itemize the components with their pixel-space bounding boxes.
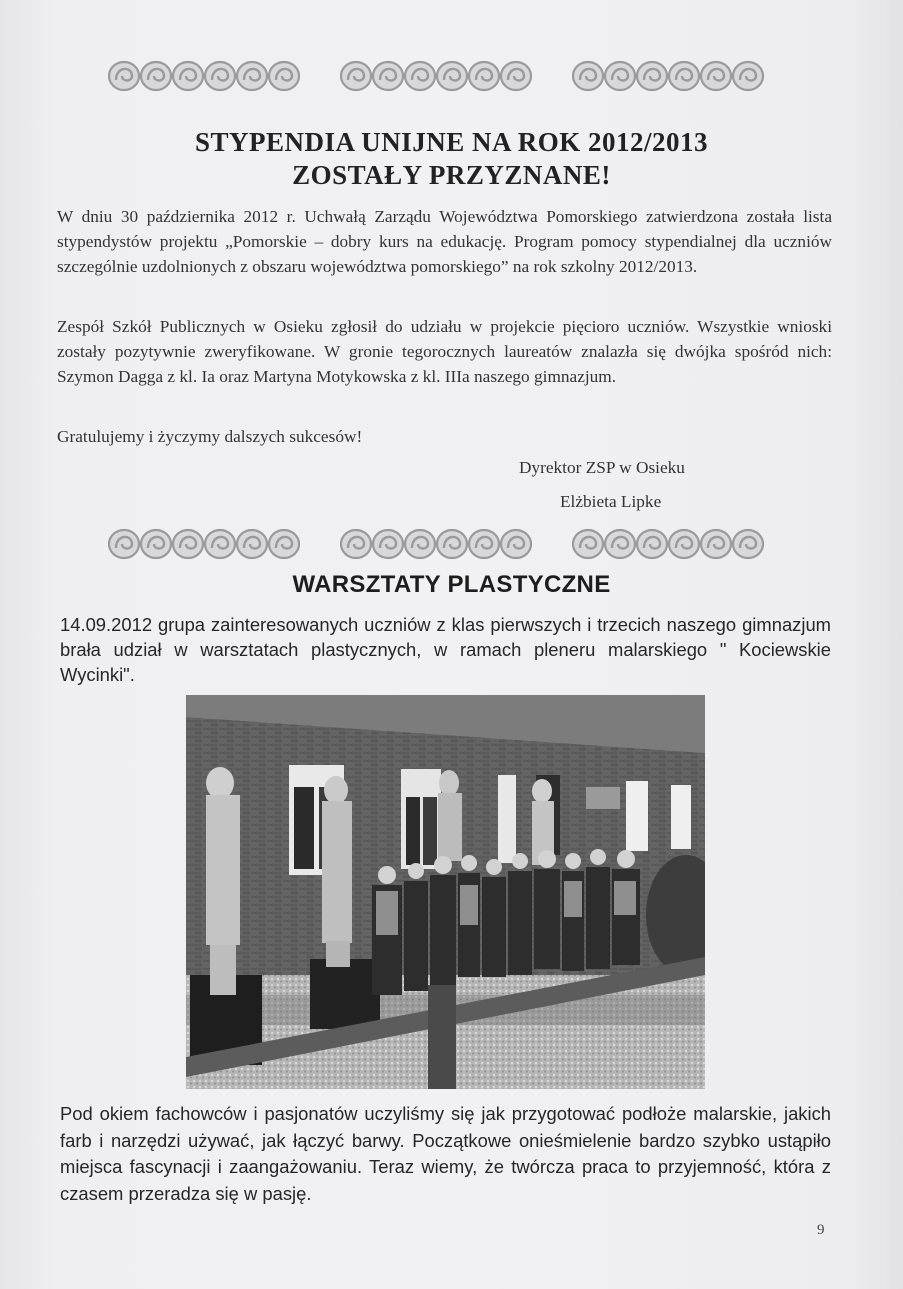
ornament-divider-top [108,56,778,96]
article-title-line2: ZOSTAŁY PRZYZNANE! [292,160,611,190]
ornament-glyph-group [572,58,778,94]
ornament-glyph-group [572,526,778,562]
section-heading: WARSZTATY PLASTYCZNE [292,571,611,598]
intro-paragraph: 14.09.2012 grupa zainteresowanych uczniów z klas pierwszych i trzecich naszego gimnazjum brała udział w warsztatach plastycznych, w ramach pleneru malarskiego " Kociewskie Wycinki". [60,614,831,685]
page-number: 9 [817,1222,825,1238]
signature-name: Elżbieta Lipke [560,492,662,511]
ornament-glyph-group [108,526,314,562]
workshop-group-photo [186,695,705,1089]
paragraph: Zespół Szkół Publicznych w Osieku zgłosił do udziału w projekcie pięcioro uczniów. Wszystkie wnioski zostały pozytywnie zweryfikowane. W gronie tegorocznych laureatów znalazła się dwójka spośród nich: Szymon Dagga z kl. Ia oraz Martyna Motykowska z kl. IIIa naszego gimnazjum. [57,317,832,386]
ornament-glyph-group [108,58,314,94]
paragraph: W dniu 30 października 2012 r. Uchwałą Zarządu Województwa Pomorskiego zatwierdzona została lista stypendystów projektu „Pomorskie – dobry kurs na edukację. Program pomocy stypendialnej dla uczniów szczególnie uzdolnionych z obszaru województwa pomorskiego” na rok szkolny 2012/2013. [57,207,832,276]
body-paragraph: Pod okiem fachowców i pasjonatów uczyliśmy się jak przygotować podłoże malarskie, jakich farb i narzędzi używać, jak łączyć barwy. Początkowe onieśmielenie bardzo szybko ustąpiło miejsca fascynacji i zaangażowaniu. Teraz wiemy, że twórcza praca to przyjemność, która z czasem przeradza się w pasję. [60,1103,831,1204]
ornament-divider-middle [108,524,778,564]
article-title [60,126,843,192]
ornament-glyph-group [340,58,546,94]
signature-role: Dyrektor ZSP w Osieku [519,458,685,477]
ornament-glyph-group [340,526,546,562]
paragraph: Gratulujemy i życzymy dalszych sukcesów! [57,427,363,446]
article-title-line1: STYPENDIA UNIJNE NA ROK 2012/2013 [194,127,709,157]
